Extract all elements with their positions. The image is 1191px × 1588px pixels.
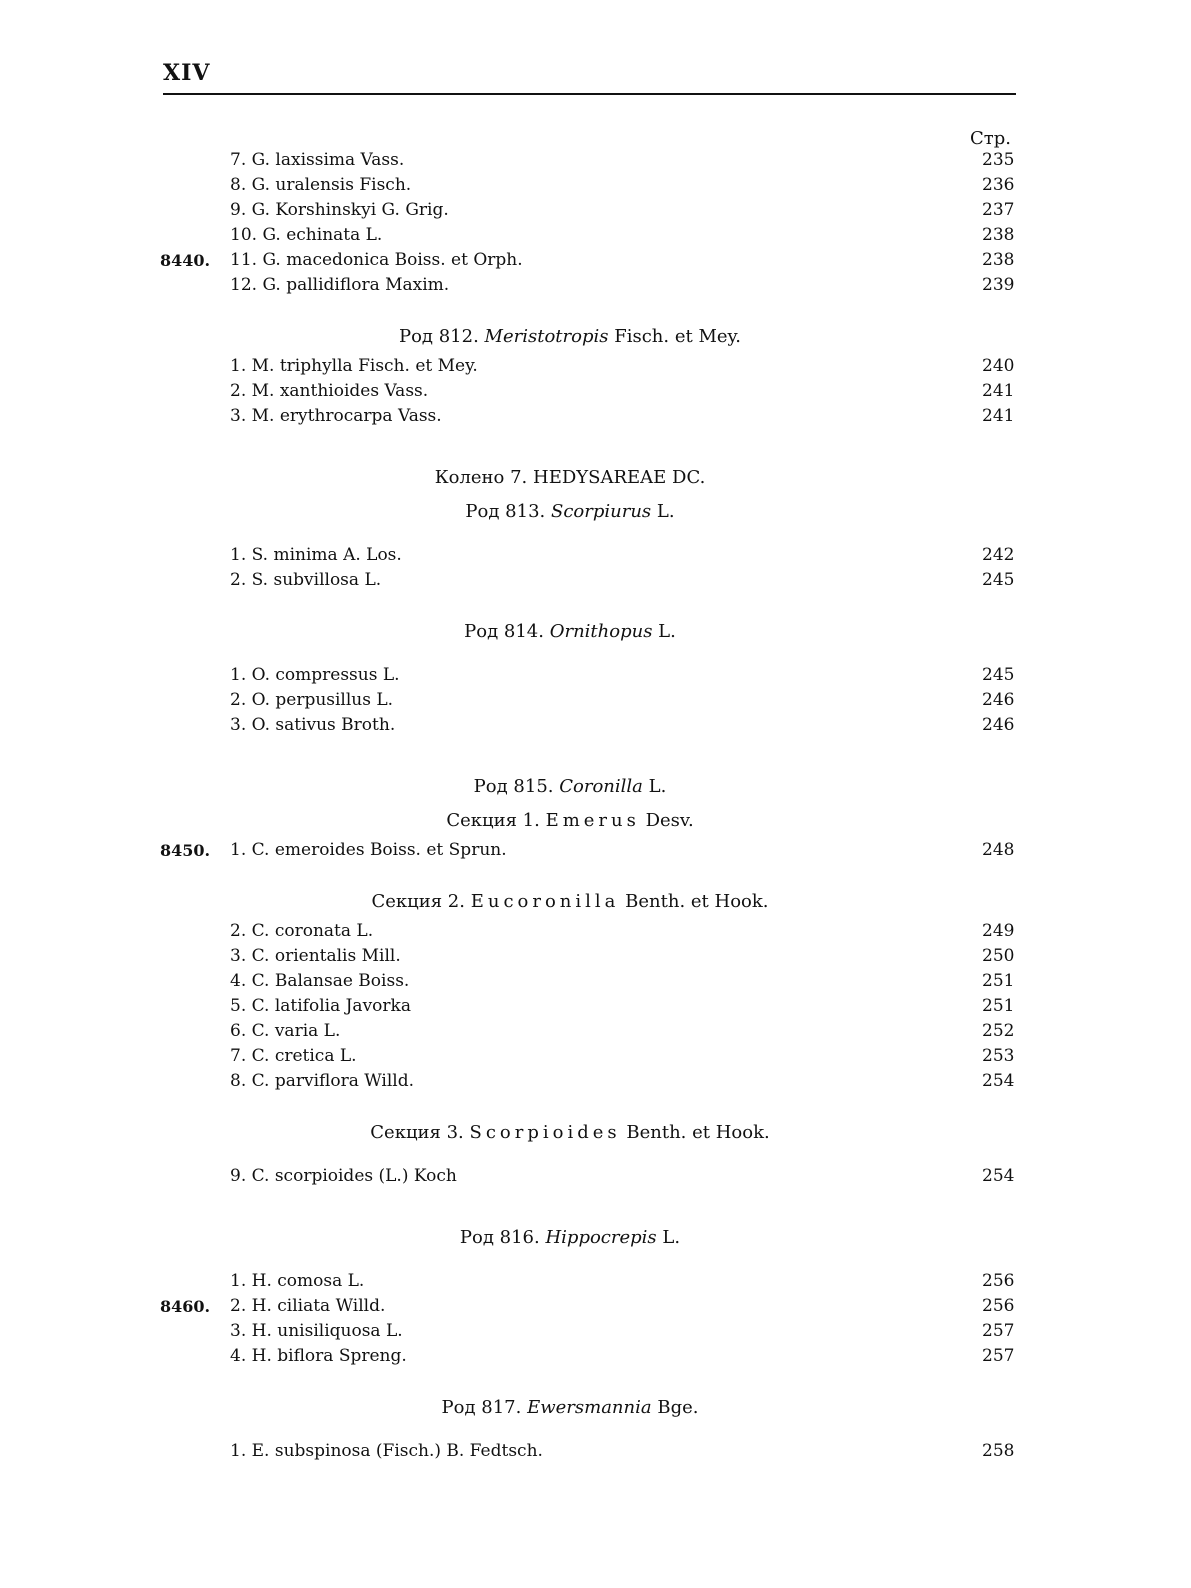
toc-entry[interactable] (0, 404, 1191, 429)
entry-page: 248 (982, 840, 1015, 860)
entry-name: 9. G. Korshinskyi G. Grig. (230, 198, 991, 223)
page-number: XIV (163, 60, 211, 86)
entry-name: 1. H. comosa L. (230, 1269, 991, 1294)
toc-entry[interactable] (0, 688, 1191, 713)
entry-name: 1. C. emeroides Boiss. et Sprun. (230, 838, 991, 863)
genus-heading: Род 812. Meristotropis Fisch. et Mey. (398, 326, 742, 347)
entry-page: 245 (982, 665, 1015, 685)
entry-name: 1. E. subspinosa (Fisch.) B. Fedtsch. (230, 1439, 991, 1464)
toc-entry[interactable] (0, 944, 1191, 969)
entry-name: 1. O. compressus L. (230, 663, 991, 688)
toc-entry[interactable] (0, 663, 1191, 688)
entry-name: 3. O. sativus Broth. (230, 713, 991, 738)
genus-heading: Род 815. Coronilla L. (473, 776, 667, 797)
toc-entry[interactable] (0, 148, 1191, 173)
table-of-contents (0, 148, 1191, 1464)
entry-page: 239 (982, 275, 1015, 295)
entry-page: 253 (982, 1046, 1015, 1066)
entry-page: 258 (982, 1441, 1015, 1461)
toc-entry[interactable] (0, 543, 1191, 568)
entry-seq-number: 8460. (160, 1297, 211, 1316)
toc-entry[interactable] (0, 1439, 1191, 1464)
entry-seq-number: 8450. (160, 841, 211, 860)
toc-entry[interactable] (0, 1069, 1191, 1094)
entry-name: 3. M. erythrocarpa Vass. (230, 404, 991, 429)
section-heading: Секция 2. Eucoronilla Benth. et Hook. (371, 891, 769, 912)
entry-name: 2. M. xanthioides Vass. (230, 379, 991, 404)
header-rule (163, 93, 1016, 95)
section-heading: Секция 3. Scorpioides Benth. et Hook. (370, 1122, 770, 1143)
genus-section (0, 1221, 1191, 1369)
entry-page: 246 (982, 690, 1015, 710)
subsection (0, 885, 1191, 1094)
entry-name: 1. S. minima A. Los. (230, 543, 991, 568)
toc-entry[interactable] (0, 1019, 1191, 1044)
entry-name: 2. S. subvillosa L. (230, 568, 991, 593)
entry-page: 257 (982, 1321, 1015, 1341)
entry-name: 8. G. uralensis Fisch. (230, 173, 991, 198)
toc-entry[interactable] (0, 713, 1191, 738)
toc-entry[interactable] (0, 1044, 1191, 1069)
entry-page: 249 (982, 921, 1015, 941)
entry-page: 254 (982, 1071, 1015, 1091)
entry-page: 238 (982, 225, 1015, 245)
entry-page: 252 (982, 1021, 1015, 1041)
entry-name: 4. C. Balansae Boiss. (230, 969, 991, 994)
toc-entry[interactable] (0, 198, 1191, 223)
subsection (0, 804, 1191, 863)
entry-name: 8. C. parviflora Willd. (230, 1069, 991, 1094)
toc-entry[interactable] (0, 273, 1191, 298)
entry-name: 6. C. varia L. (230, 1019, 991, 1044)
toc-entry[interactable] (0, 1319, 1191, 1344)
page-column-label: Стр. (970, 128, 1011, 149)
entry-page: 235 (982, 150, 1015, 170)
entry-name: 3. C. orientalis Mill. (230, 944, 991, 969)
genus-heading: Род 814. Ornithopus L. (464, 621, 676, 642)
entry-name: 7. C. cretica L. (230, 1044, 991, 1069)
entry-name: 4. H. biflora Spreng. (230, 1344, 991, 1369)
entry-seq-number: 8440. (160, 251, 211, 270)
toc-entry[interactable] (0, 1344, 1191, 1369)
section-heading: Секция 1. Emerus Desv. (446, 810, 694, 831)
genus-section (0, 1391, 1191, 1464)
entry-page: 245 (982, 570, 1015, 590)
toc-entry[interactable] (0, 1294, 1191, 1319)
entry-page: 256 (982, 1271, 1015, 1291)
entry-page: 251 (982, 996, 1015, 1016)
entry-name: 7. G. laxissima Vass. (230, 148, 991, 173)
entry-page: 257 (982, 1346, 1015, 1366)
entry-page: 250 (982, 946, 1015, 966)
toc-entry[interactable] (0, 568, 1191, 593)
toc-entry[interactable] (0, 919, 1191, 944)
entry-page: 236 (982, 175, 1015, 195)
entry-name: 5. C. latifolia Javorka (230, 994, 991, 1019)
entry-name: 9. C. scorpioides (L.) Koch (230, 1164, 991, 1189)
entry-name: 2. C. coronata L. (230, 919, 991, 944)
tribe-heading: Колено 7. HEDYSAREAE DC. (434, 467, 706, 488)
toc-entry[interactable] (0, 223, 1191, 248)
genus-heading: Род 813. Scorpiurus L. (465, 501, 675, 522)
toc-entry[interactable] (0, 1164, 1191, 1189)
genus-section (0, 615, 1191, 738)
entry-name: 10. G. echinata L. (230, 223, 991, 248)
entry-name: 2. H. ciliata Willd. (230, 1294, 991, 1319)
entry-page: 238 (982, 250, 1015, 270)
entry-page: 241 (982, 406, 1015, 426)
entry-page: 251 (982, 971, 1015, 991)
genus-heading: Род 817. Ewersmannia Bge. (441, 1397, 699, 1418)
entry-name: 1. M. triphylla Fisch. et Mey. (230, 354, 991, 379)
toc-entry[interactable] (0, 838, 1191, 863)
entry-name: 2. O. perpusillus L. (230, 688, 991, 713)
genus-section (0, 495, 1191, 593)
toc-entry[interactable] (0, 248, 1191, 273)
entry-page: 237 (982, 200, 1015, 220)
genus-continuation (0, 148, 1191, 298)
entry-name: 11. G. macedonica Boiss. et Orph. (230, 248, 991, 273)
entry-page: 246 (982, 715, 1015, 735)
entry-page: 240 (982, 356, 1015, 376)
entry-name: 12. G. pallidiflora Maxim. (230, 273, 991, 298)
genus-heading: Род 816. Hippocrepis L. (459, 1227, 681, 1248)
toc-entry[interactable] (0, 379, 1191, 404)
entry-name: 3. H. unisiliquosa L. (230, 1319, 991, 1344)
entry-page: 242 (982, 545, 1015, 565)
toc-entry[interactable] (0, 1269, 1191, 1294)
toc-entry[interactable] (0, 969, 1191, 994)
toc-entry[interactable] (0, 994, 1191, 1019)
entry-page: 256 (982, 1296, 1015, 1316)
entry-page: 241 (982, 381, 1015, 401)
entry-page: 254 (982, 1166, 1015, 1186)
subsection (0, 1116, 1191, 1189)
toc-entry[interactable] (0, 173, 1191, 198)
genus-section (0, 320, 1191, 429)
toc-entry[interactable] (0, 354, 1191, 379)
